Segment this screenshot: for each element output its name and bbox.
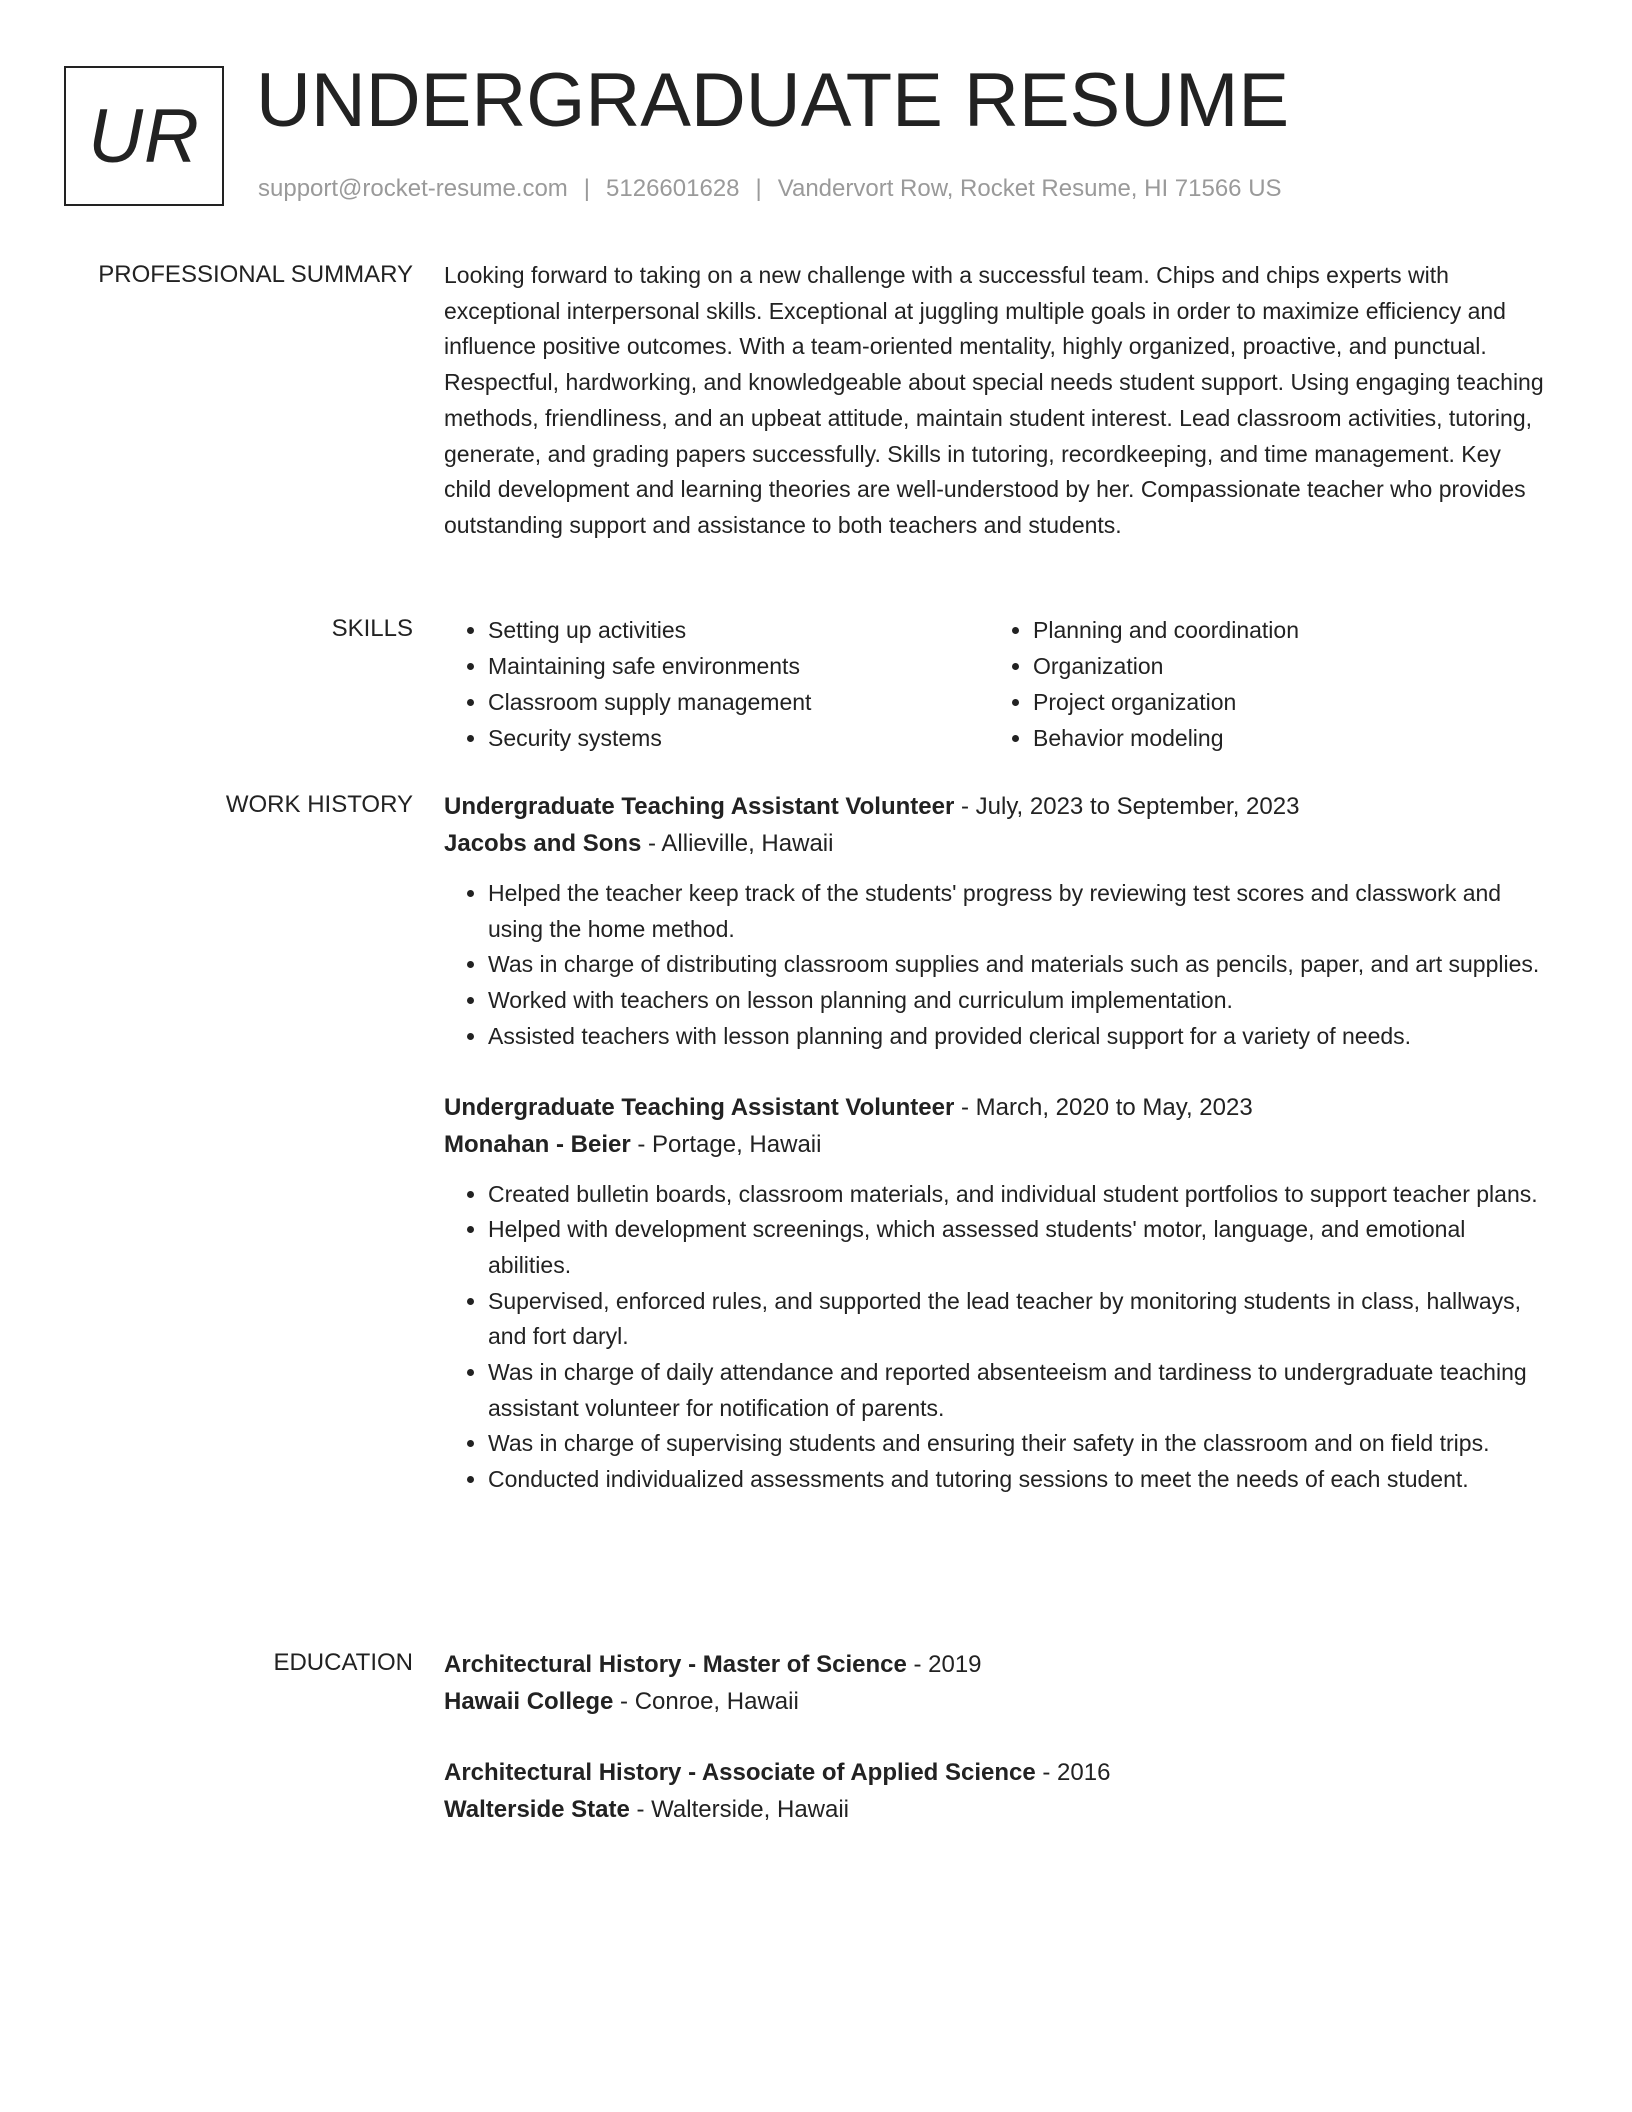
- job-bullet: • Worked with teachers on lesson planning and curriculum implementation.: [488, 983, 1554, 1019]
- monogram-logo: UR: [64, 66, 224, 206]
- job-entry: [444, 788, 1554, 1055]
- contact-line: [258, 172, 1282, 206]
- education-degree-line: [444, 1754, 1554, 1791]
- job-title: Undergraduate Teaching Assistant Volunteer: [444, 1093, 955, 1121]
- section-label-skills: SKILLS: [331, 615, 413, 642]
- summary-text: Looking forward to taking on a new challenge with a successful team. Chips and chips experts with exceptional interpersonal skills. Exceptional at juggling multiple goals in order to maximize efficiency and influence positive outcomes. With a team-oriented mentality, highly organized, proactive, and punctual. Respectful, hardworking, and knowledgeable about special needs student support. Using engaging teaching methods, friendliness, and an upbeat attitude, maintain student interest. Lead classroom activities, tutoring, generate, and grading papers successfully. Skills in tutoring, recordkeeping, and time management. Key child development and learning theories are well-understood by her. Compassionate teacher who provides outstanding support and assistance to both teachers and students.: [444, 262, 1544, 538]
- job-company: Monahan - Beier: [444, 1130, 631, 1158]
- education-location: - Walterside, Hawaii: [629, 1796, 850, 1823]
- skill-item: • Project organization: [1033, 684, 1534, 720]
- job-dates: - July, 2023 to September, 2023: [954, 793, 1300, 820]
- job-bullet: • Supervised, enforced rules, and supported the lead teacher by monitoring students in class, hallways, and fort daryl.: [488, 1284, 1554, 1355]
- job-location: - Portage, Hawaii: [630, 1130, 822, 1158]
- education-school: Hawaii College: [444, 1688, 614, 1715]
- job-company-line: [444, 1126, 1554, 1163]
- summary-body: [444, 258, 1554, 544]
- education-school-line: [444, 1791, 1554, 1828]
- job-location: - Allieville, Hawaii: [641, 830, 834, 857]
- skill-item: • Organization: [1033, 648, 1534, 684]
- education-year: - 2019: [906, 1651, 982, 1678]
- job-bullet: • Was in charge of daily attendance and reported absenteeism and tardiness to undergraduate teaching assistant volunteer for notification of parents.: [488, 1355, 1554, 1426]
- job-bullet: • Created bulletin boards, classroom materials, and individual student portfolios to support teacher plans.: [488, 1177, 1554, 1213]
- section-label-education: EDUCATION: [273, 1649, 413, 1676]
- job-bullets: [444, 876, 1554, 1055]
- contact-phone[interactable]: 5126601628: [606, 175, 740, 202]
- job-entry: [444, 1089, 1554, 1498]
- skill-item: • Maintaining safe environments: [488, 648, 989, 684]
- skill-item: • Planning and coordination: [1033, 612, 1534, 648]
- education-degree-line: [444, 1646, 1554, 1683]
- job-company-line: [444, 825, 1554, 862]
- job-bullets: [444, 1177, 1554, 1498]
- job-bullet: • Assisted teachers with lesson planning and provided clerical support for a variety of needs.: [488, 1019, 1554, 1055]
- education-school: Walterside State: [444, 1796, 630, 1823]
- skills-list-right: [989, 612, 1534, 756]
- job-bullet: • Conducted individualized assessments and tutoring sessions to meet the needs of each student.: [488, 1462, 1554, 1498]
- skill-item: • Behavior modeling: [1033, 720, 1534, 756]
- skill-item: • Setting up activities: [488, 612, 989, 648]
- education-location: - Conroe, Hawaii: [613, 1688, 799, 1715]
- skills-list-left: [444, 612, 989, 756]
- education-body: [444, 1646, 1554, 1828]
- job-dates: - March, 2020 to May, 2023: [954, 1093, 1253, 1121]
- education-school-line: [444, 1683, 1554, 1720]
- education-degree: Architectural History - Associate of Applied Science: [444, 1759, 1036, 1786]
- job-title: Undergraduate Teaching Assistant Volunteer: [444, 793, 955, 820]
- skills-body: [444, 612, 1554, 756]
- education-entry: [444, 1754, 1554, 1828]
- job-bullet: • Helped the teacher keep track of the students' progress by reviewing test scores and classwork and using the home method.: [488, 876, 1554, 947]
- education-year: - 2016: [1035, 1759, 1111, 1786]
- job-bullet: • Was in charge of distributing classroom supplies and materials such as pencils, paper, and art supplies.: [488, 947, 1554, 983]
- resume-title: UNDERGRADUATE RESUME: [256, 58, 1290, 143]
- education-entry: [444, 1646, 1554, 1720]
- section-label-work-history: WORK HISTORY: [225, 791, 413, 818]
- education-degree: Architectural History - Master of Science: [444, 1651, 907, 1678]
- job-bullet: • Helped with development screenings, which assessed students' motor, language, and emotional abilities.: [488, 1212, 1554, 1283]
- job-bullet: • Was in charge of supervising students and ensuring their safety in the classroom and on field trips.: [488, 1426, 1554, 1462]
- job-title-line: [444, 788, 1554, 825]
- contact-email[interactable]: support@rocket-resume.com: [258, 175, 568, 202]
- contact-separator: |: [583, 175, 591, 202]
- contact-address: Vandervort Row, Rocket Resume, HI 71566 US: [777, 175, 1282, 202]
- work-history-body: [444, 788, 1554, 1498]
- job-company: Jacobs and Sons: [444, 830, 642, 857]
- section-label-summary: PROFESSIONAL SUMMARY: [98, 261, 413, 288]
- skill-item: • Security systems: [488, 720, 989, 756]
- skill-item: • Classroom supply management: [488, 684, 989, 720]
- contact-separator: |: [755, 175, 762, 202]
- job-title-line: [444, 1089, 1554, 1126]
